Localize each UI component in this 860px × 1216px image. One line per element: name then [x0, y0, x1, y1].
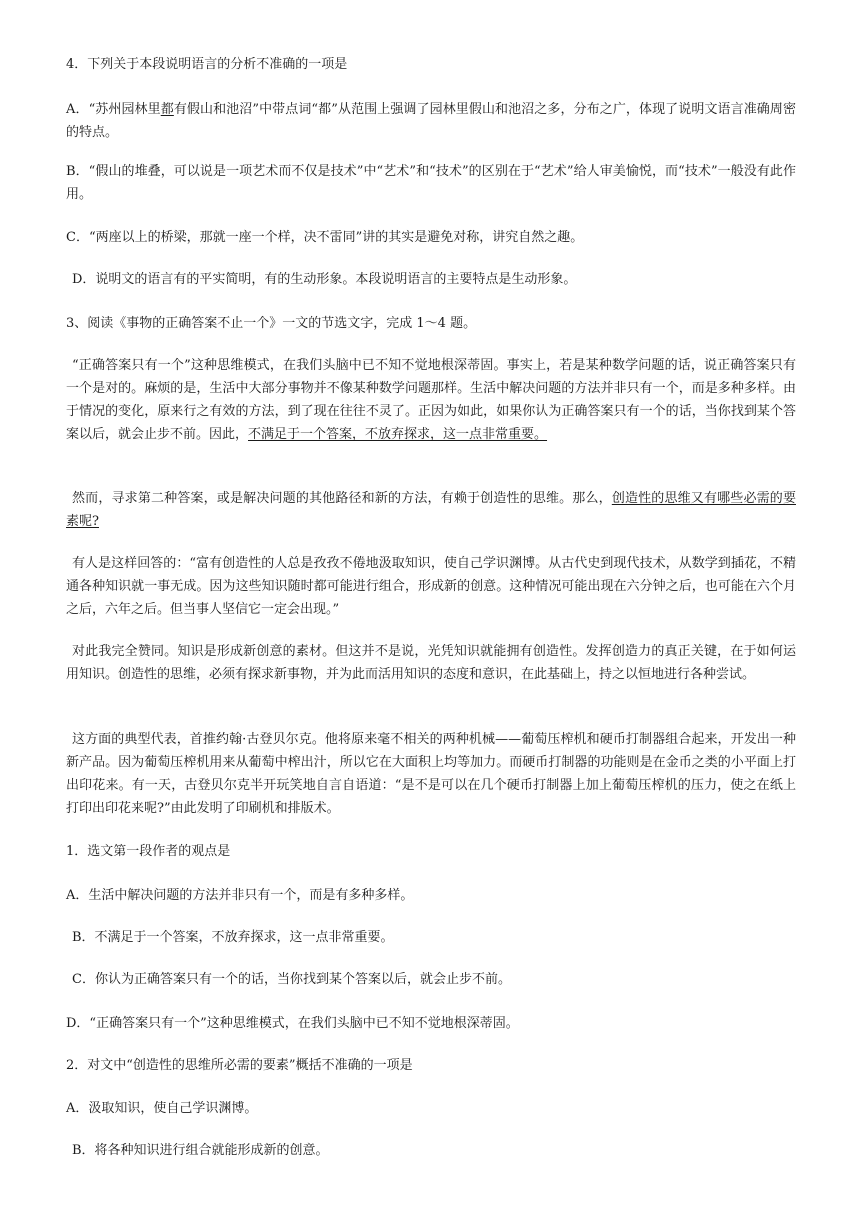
q1-option-c: C．你认为正确答案只有一个的话，当你找到某个答案以后，就会止步不前。 — [72, 972, 511, 987]
q2-option-b: B．将各种知识进行组合就能形成新的创意。 — [72, 1143, 329, 1158]
passage-paragraph-4: 对此我完全赞同。知识是形成新创意的素材。但这并不是说，光凭知识就能拥有创造性。发挥创造力的真正关键，在于如何运用知识。创造性的思维，必须有探求新事物，并为此而活用知识的态度和意识，在此基础上，持之以恒地进行各种尝试。 — [66, 644, 796, 682]
passage-paragraph-1-text: “正确答案只有一个”这种思维模式，在我们头脑中已不知不觉地根深蒂固。事实上，若是某种数学问题的话，说正确答案只有一个是对的。麻烦的是，生活中大部分事物并不像某种数学问题那样。生活中解决问题的方法并非只有一个，而是多种多样。由于情况的变化，原来行之有效的方法，到了现在往往不灵了。正因为如此，如果你认为正确答案只有一个的话，当你找到某个答案以后，就会止步不前。因此， — [66, 358, 796, 442]
q4-option-d: D．说明文的语言有的平实简明，有的生动形象。本段说明语言的主要特点是生动形象。 — [72, 272, 577, 287]
q1-stem: 1．选文第一段作者的观点是 — [66, 844, 231, 859]
section3-heading: 3、阅读《事物的正确答案不止一个》一文的节选文字，完成 1～4 题。 — [66, 316, 477, 331]
q1-option-b: B．不满足于一个答案，不放弃探求，这一点非常重要。 — [72, 930, 394, 945]
passage-paragraph-1 — [66, 354, 796, 446]
passage-paragraph-2 — [66, 487, 796, 533]
q4-option-a-marked-word: 都 — [160, 102, 174, 117]
q2-option-a: A．汲取知识，使自己学识渊博。 — [66, 1101, 258, 1116]
passage-paragraph-3: 有人是这样回答的：“富有创造性的人总是孜孜不倦地汲取知识，使自己学识渊博。从古代史到现代技术，从数学到插花，不精通各种知识就一事无成。因为这些知识随时都可能进行组合，形成新的创意。这种情况可能出现在六分钟之后，也可能在六个月之后，六年之后。但当事人坚信它一定会出现。” — [66, 556, 796, 617]
q1-option-a: A．生活中解决问题的方法并非只有一个，而是有多种多样。 — [66, 888, 414, 903]
passage-paragraph-5: 这方面的典型代表，首推约翰·古登贝尔克。他将原来毫不相关的两种机械——葡萄压榨机和硬币打制器组合起来，开发出一种新产品。因为葡萄压榨机用来从葡萄中榨出汁，所以它在大面积上均等加力。而硬币打制器的功能则是在金币之类的小平面上打出印花来。有一天，古登贝尔克半开玩笑地自言自语道：“是不是可以在几个硬币打制器上加上葡萄压榨机的压力，使之在纸上打印出印花来呢?”由此发明了印刷机和排版术。 — [66, 732, 796, 816]
q4-option-a-pre: A．“苏州园林里 — [66, 102, 161, 117]
q1-option-d: D．“正确答案只有一个”这种思维模式，在我们头脑中已不知不觉地根深蒂固。 — [66, 1016, 519, 1031]
passage-paragraph-2-underlined: 创造性的思维又有哪些必需的要素呢? — [66, 491, 796, 529]
q4-option-a-post: 有假山和池沼”中带点词“都”从范围上强调了园林里假山和池沼之多，分布之广，体现了说明文语言准确周密的特点。 — [66, 102, 796, 140]
q4-option-c: C．“两座以上的桥梁，那就一座一个样，决不雷同”讲的其实是避免对称，讲究自然之趣。 — [66, 230, 584, 245]
q4-option-a — [66, 98, 796, 144]
passage-paragraph-2-text: 然而，寻求第二种答案，或是解决问题的其他路径和新的方法，有赖于创造性的思维。那么， — [72, 491, 612, 506]
q4-stem: 4．下列关于本段说明语言的分析不准确的一项是 — [66, 57, 348, 72]
q4-option-b: B．“假山的堆叠，可以说是一项艺术而不仅是技术”中“艺术”和“技术”的区别在于“艺术”给人审美愉悦，而“技术”一般没有此作用。 — [66, 164, 796, 202]
passage-paragraph-1-underlined: 不满足于一个答案，不放弃探求，这一点非常重要。 — [248, 427, 548, 442]
q2-stem: 2．对文中“创造性的思维所必需的要素”概括不准确的一项是 — [66, 1058, 413, 1073]
